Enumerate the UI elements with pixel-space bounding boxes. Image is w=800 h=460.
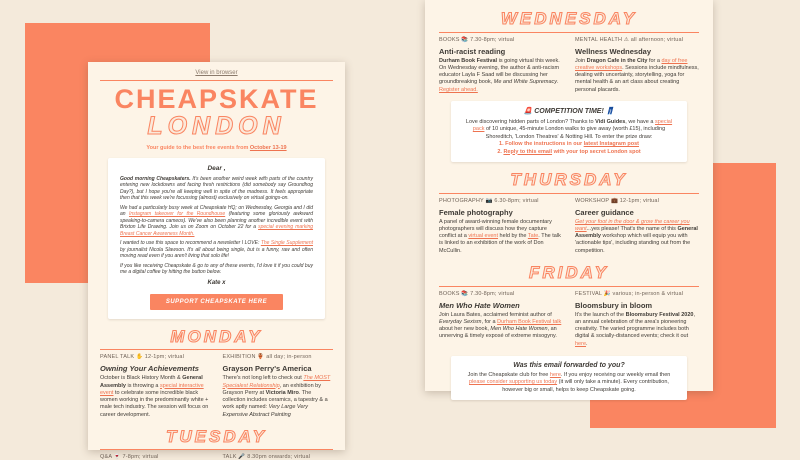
divider	[439, 32, 699, 33]
text-run: . The collection includes ceramics, a tapestry & a work aptly named:	[222, 389, 328, 411]
event-category: TALK	[222, 454, 237, 460]
event-block	[439, 198, 563, 255]
text-run: 2.	[497, 148, 504, 155]
event-title: Female photography	[439, 207, 513, 217]
text-run: Dragon Cafe in the City	[586, 57, 648, 64]
text-run: Men Who Hate Women	[490, 326, 548, 333]
text-run: Love discovering hidden parts of London? Thanks to	[465, 118, 596, 125]
text-run: Join Laura Bates, acclaimed feminist author of	[439, 311, 552, 318]
letter-paragraph	[120, 176, 313, 202]
event-category: PANEL TALK	[100, 354, 135, 361]
books-icon: 📚	[461, 290, 469, 297]
inline-link[interactable]: latest Instagram post	[583, 141, 639, 148]
text-run: . The talk is linked to an exhibition of the work of Don McCullin.	[439, 233, 561, 254]
brand-wordmark-cheapskate: CHEAPSKATE	[114, 84, 319, 114]
event-category: EXHIBITION	[222, 354, 256, 361]
text-run: Me and White Supremacy	[493, 79, 558, 86]
event-block	[223, 354, 334, 419]
text-run: Everyday Sexism	[439, 318, 482, 325]
text-run: held by the	[498, 233, 528, 240]
text-run: of 10 unique, 45-minute London walks to give away (worth £15), including Shoreditch, 'London Theatres' & Notting Hill. To enter the prize draw:	[484, 126, 666, 140]
text-run: , an exhibition by Grayson Perry at	[222, 382, 321, 396]
event-meta	[439, 37, 563, 43]
inline-link[interactable]: The Single Supplement	[260, 240, 313, 247]
support-cheapskate-button[interactable]: SUPPORT CHEAPSKATE HERE	[150, 294, 283, 310]
text-run: 👖	[603, 107, 615, 115]
text-run: 1. Follow the instructions in our	[499, 141, 584, 148]
forwarded-card	[451, 356, 687, 400]
intro-letter-card	[108, 158, 325, 319]
text-run: is going virtual this week. On Wednesday evening, the author & anti-racism educator Layla F Saad will be discussing her groundbreaking book,	[439, 57, 560, 86]
letter-paragraph	[120, 205, 313, 238]
text-run: Your guide to the best free events from	[146, 144, 250, 151]
text-run: Very Large Very Expensive Abstract Painting	[222, 404, 309, 418]
inline-link[interactable]: Tate	[527, 233, 539, 240]
event-category: BOOKS	[439, 290, 460, 297]
inline-link[interactable]: Durham Book Festival talk	[497, 318, 562, 325]
event-timing: 7-8pm; virtual	[122, 454, 159, 460]
event-category: PHOTOGRAPHY	[439, 197, 484, 204]
divider	[100, 80, 333, 81]
event-description	[575, 219, 699, 255]
event-category: Q&A	[100, 454, 112, 460]
day-heading-tuesday: TUESDAY	[166, 426, 267, 446]
event-block	[575, 37, 699, 94]
text-run: Bloomsbury Festival 2020	[625, 311, 694, 318]
text-run: by journalist Nicola Slawson. It's all about being single, but is a funny, raw and often moving read even if you aren't living that solo life!	[120, 246, 313, 260]
warning-icon: ⚠	[623, 36, 629, 43]
text-run: October is Black History Month &	[100, 375, 183, 382]
view-in-browser-link[interactable]: View in browser	[195, 70, 238, 76]
text-run: with your top secret London spot	[552, 148, 641, 155]
newsletter-tagline	[100, 145, 333, 151]
camera-icon: 📷	[485, 197, 493, 204]
text-run: General Assembly	[575, 225, 698, 240]
text-run: . If you enjoy receiving our weekly email then	[560, 371, 671, 378]
competition-card	[451, 101, 687, 162]
event-title: Anti-racist reading	[439, 46, 506, 56]
text-run: It's the launch of the	[575, 311, 626, 318]
inline-link[interactable]: please consider supporting us today	[469, 379, 558, 386]
inline-link[interactable]: Reply to this email	[503, 148, 553, 155]
exhibition-icon: 🏺	[257, 354, 265, 361]
inline-link[interactable]: Register ahead.	[439, 86, 478, 93]
event-meta	[100, 354, 211, 360]
event-block	[575, 198, 699, 255]
event-meta	[575, 198, 699, 204]
divider	[439, 193, 699, 194]
inline-link[interactable]: special evening marking Breast Cancer Awareness Month.	[120, 224, 314, 237]
text-run: , an annual celebration of the area's pioneering creativity. The varied programme includes both digital & socially-distanced events; check it out	[575, 311, 695, 340]
text-run: I wanted to use this space to recommend a newsletter I LOVE:	[120, 240, 261, 247]
text-run: Victoria Miro	[265, 389, 299, 396]
event-description	[439, 312, 563, 341]
text-run: is throwing a	[126, 382, 160, 389]
text-run: Join	[575, 57, 587, 64]
forwarded-title: Was this email forwarded to you?	[513, 361, 625, 369]
inline-link[interactable]: day of free creative workshops	[575, 57, 688, 71]
event-timing: various; in-person & virtual	[612, 290, 684, 297]
event-category: MENTAL HEALTH	[575, 36, 623, 43]
event-title: Men Who Hate Women	[439, 300, 520, 310]
event-timing: 12-1pm; virtual	[144, 354, 185, 361]
event-meta	[439, 291, 563, 297]
event-description	[100, 375, 211, 419]
text-run: We had a particularly busy week at Cheapskate HQ; on Wednesday, Georgia and I did an	[120, 204, 313, 218]
forwarded-description	[465, 372, 673, 394]
event-meta	[575, 291, 699, 297]
event-meta	[575, 37, 699, 43]
text-run: .	[586, 340, 588, 347]
event-block	[223, 454, 334, 460]
text-run: , an unnerving & timely exposé of extreme misogyny.	[439, 326, 557, 340]
text-run: Durham Book Festival	[439, 57, 498, 64]
letter-signature: Kate x	[207, 279, 226, 286]
inline-link[interactable]: special interactive event	[100, 382, 204, 396]
inline-link[interactable]: Instagram takeover for the Roundhouse	[128, 211, 226, 218]
inline-link[interactable]: The MOST Specialest Relationship	[222, 375, 331, 389]
event-timing: 7.30-8pm; virtual	[470, 36, 515, 43]
event-meta	[223, 354, 334, 360]
text-run: , for a	[481, 318, 498, 325]
letter-salutation: Dear ,	[207, 164, 226, 172]
event-timing: 12-1pm; virtual	[619, 197, 660, 204]
day-heading-wednesday: WEDNESDAY	[500, 9, 638, 28]
event-meta	[223, 454, 334, 460]
text-run: Join the Cheapskate club for free	[467, 371, 550, 378]
text-run: 🚨	[523, 107, 535, 115]
event-description	[575, 312, 699, 348]
divider	[100, 349, 333, 350]
event-block	[100, 454, 211, 460]
inline-link[interactable]: here	[575, 340, 587, 347]
competition-step-2	[465, 149, 673, 156]
event-title: Bloomsbury in bloom	[575, 300, 653, 310]
event-block	[439, 37, 563, 94]
competition-description	[465, 119, 673, 141]
event-block	[100, 354, 211, 419]
inline-link[interactable]: October 13-19	[249, 144, 287, 151]
inline-link[interactable]: special pack	[472, 118, 673, 133]
event-meta	[439, 198, 563, 204]
event-title: Owning Your Achievements	[100, 364, 199, 374]
inline-link[interactable]: virtual event	[468, 233, 499, 240]
text-run: to celebrate some incredible black women working in the predominantly white + male tech industry. The session will focus on career development.	[100, 389, 209, 418]
text-run: (it will only take a minute). Every contribution, however big or small, helps to keep Cheapskate going.	[502, 379, 669, 393]
day-heading-monday: MONDAY	[170, 326, 263, 346]
event-title: Grayson Perry's America	[222, 364, 312, 374]
text-run: A panel of award-winning female documentary photographers will discuss how they capture conflict at a	[439, 218, 552, 240]
text-run: COMPETITION TIME!	[534, 107, 604, 115]
text-run: workshop which will equip you with 'actionable tips', including standing out from the competition.	[575, 233, 691, 254]
text-run: Vidi Guides	[595, 118, 626, 125]
text-run: General Assembly	[100, 375, 203, 389]
text-run: about her new book,	[439, 326, 491, 333]
panel-talk-icon: ✋	[135, 354, 143, 361]
event-description	[223, 375, 334, 419]
text-run: (featuring some gloriously awkward speaking-to-camera cameos). We've also been planning another incredible event with Brixton Life Drawing. Join us on Zoom on October 22 for a	[120, 211, 314, 231]
event-description	[439, 219, 563, 255]
inline-link[interactable]: Get your foot in the door & grow the career you want	[575, 218, 690, 232]
briefcase-icon: 💼	[610, 197, 618, 204]
inline-link[interactable]: here	[549, 371, 561, 378]
event-block	[575, 291, 699, 348]
text-run: If you like receiving Cheapskate & go to any of these events, I'd love it if you could buy me a digital coffee by hitting the button below.	[120, 262, 313, 276]
text-run: ...yes please! That's the name of this	[586, 225, 678, 232]
event-meta	[100, 454, 211, 460]
event-category: FESTIVAL	[575, 290, 602, 297]
drink-icon: 🍷	[113, 454, 121, 460]
event-timing: 7.30-8pm; virtual	[470, 290, 515, 297]
event-block	[439, 291, 563, 348]
event-description	[575, 58, 699, 94]
text-run: There's not long left to check out	[222, 375, 304, 382]
letter-paragraph	[120, 240, 313, 260]
competition-title	[465, 107, 673, 115]
books-icon: 📚	[461, 36, 469, 43]
brand-wordmark-london: LONDON	[147, 112, 286, 141]
event-timing: all afternoon; virtual	[630, 36, 684, 43]
event-timing: all day; in-person	[266, 354, 312, 361]
email-page-left	[88, 62, 345, 460]
party-popper-icon: 🎉	[603, 290, 611, 297]
event-category: WORKSHOP	[575, 197, 610, 204]
competition-step-1	[465, 141, 673, 148]
text-run: It's been another weird week with parts of the country entering new lockdowns and facing fresh restrictions (did somebody say Groundhog Day?), but I hope you're all keeping well in spite of the madness. It feels appropriate then that this week we're focussing (almost) exclusively on virtual goings-on.	[120, 175, 313, 202]
microphone-icon: 🎤	[238, 454, 246, 460]
text-run: for a	[647, 57, 662, 64]
text-run: , we have a	[625, 118, 655, 125]
text-run: . Sessions include mindfulness, dealing with uncertainty, storytelling, yoga for mental health & an art class about creating personal placards.	[575, 64, 699, 93]
divider	[439, 286, 699, 287]
day-heading-thursday: THURSDAY	[510, 170, 628, 190]
event-timing: 8.30pm onwards; virtual	[247, 454, 311, 460]
day-heading-friday: FRIDAY	[528, 262, 609, 282]
letter-paragraph	[120, 263, 313, 276]
event-timing: 6.30-8pm; virtual	[494, 197, 539, 204]
event-category: BOOKS	[439, 36, 460, 43]
text-run: Good morning Cheapskaters.	[120, 175, 191, 182]
event-description	[439, 58, 563, 94]
text-run: .	[557, 79, 559, 86]
email-page-right	[425, 0, 713, 391]
event-title: Career guidance	[575, 207, 634, 217]
event-title: Wellness Wednesday	[575, 46, 652, 56]
